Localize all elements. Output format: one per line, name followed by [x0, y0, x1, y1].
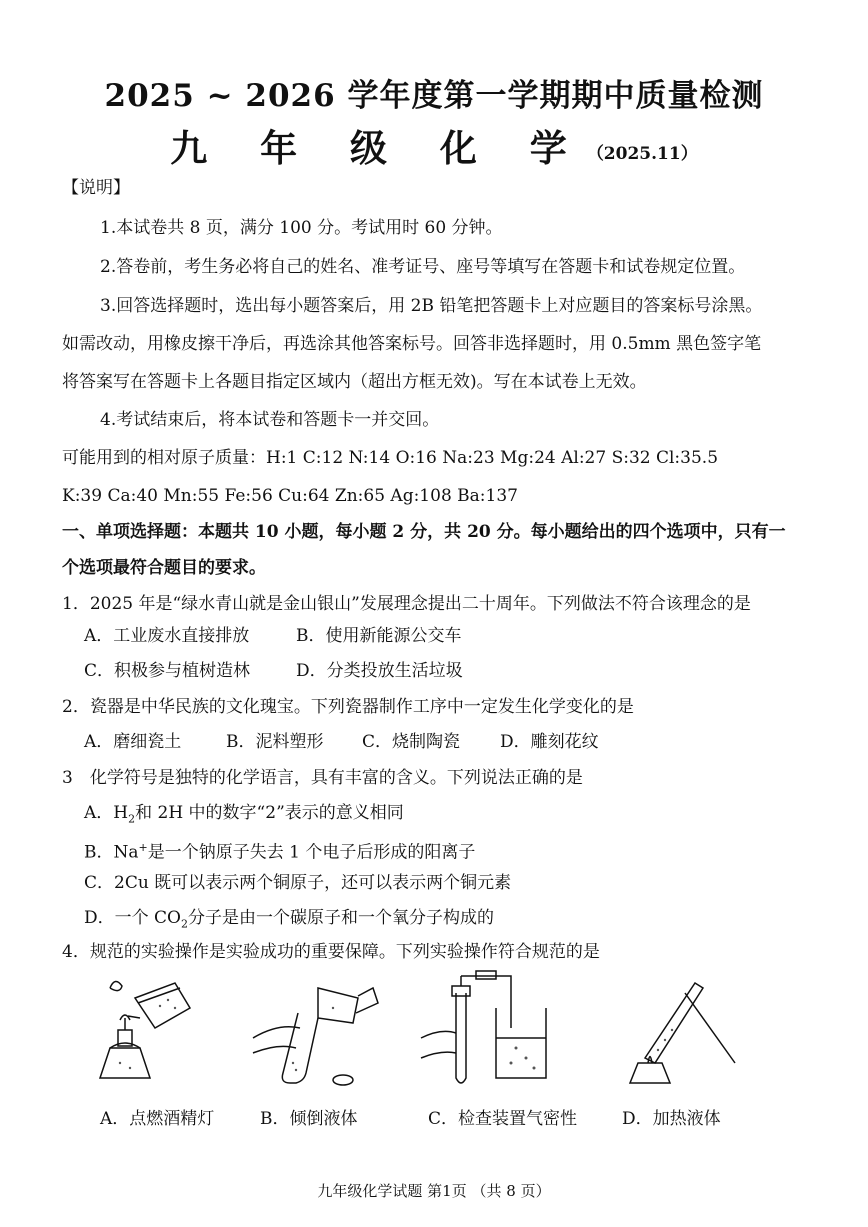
q3-option-a: A．$H_2$和 2H 中的数字“2”表示的意义相同	[84, 803, 404, 826]
instruction-3-line1: 3.回答选择题时，选出每小题答案后，用 2B 铅笔把答题卡上对应题目的答案标号涂黑。	[100, 296, 763, 316]
atomic-masses-line2: K:39 Ca:40 Mn:55 Fe:56 Cu:64 Zn:65 Ag:108 Ba:137	[62, 486, 518, 506]
q1-stem: 1．2025 年是“绿水青山就是金山银山”发展理念提出二十周年。下列做法不符合该理念的是	[62, 594, 751, 614]
q1-option-c: C．积极参与植树造林	[84, 661, 251, 681]
page-footer: 九年级化学试题 第1页 （共 8 页）	[317, 1182, 551, 1200]
q4-figures	[80, 968, 800, 1093]
q1-option-d: D．分类投放生活垃圾	[296, 661, 463, 681]
exam-title: 2025 ~ 2026 学年度第一学期期中质量检测	[104, 78, 764, 114]
q1-option-a: A．工业废水直接排放	[84, 626, 250, 646]
pouring-liquid-figure	[248, 968, 398, 1093]
q4-stem: 4．规范的实验操作是实验成功的重要保障。下列实验操作符合规范的是	[62, 942, 600, 962]
exam-date: （2025.11）	[586, 144, 698, 164]
q3-option-b: B．Na+是一个钠原子失去 1 个电子后形成的阳离子	[84, 841, 476, 863]
q2-option-a: A．磨细瓷土	[84, 732, 182, 752]
subject-title	[0, 118, 868, 172]
alcohol-lamp-figure	[80, 968, 230, 1093]
q4-option-d: D．加热液体	[622, 1109, 721, 1129]
q1-options-row2	[84, 659, 463, 683]
subject-name: 九 年 级 化 学	[170, 126, 587, 170]
instruction-1: 1.本试卷共 8 页，满分 100 分。考试用时 60 分钟。	[100, 218, 503, 238]
instructions-heading: 【说明】	[62, 178, 130, 198]
q4-option-c: C．检查装置气密性	[428, 1109, 578, 1129]
atomic-masses-line1: 可能用到的相对原子质量：H:1 C:12 N:14 O:16 Na:23 Mg:24 Al:27 S:32 Cl:35.5	[62, 448, 719, 468]
q3-stem: 3 化学符号是独特的化学语言，具有丰富的含义。下列说法正确的是	[62, 768, 583, 788]
section1-heading-line2: 个选项最符合题目的要求。	[62, 558, 266, 578]
q4-option-a: A．点燃酒精灯	[100, 1109, 215, 1129]
section1-heading-line1: 一、单项选择题：本题共 10 小题，每小题 2 分，共 20 分。每小题给出的四个选项中，只有一	[62, 522, 786, 542]
airtightness-figure	[416, 968, 566, 1093]
q1-option-b: B．使用新能源公交车	[296, 626, 462, 646]
instruction-4: 4.考试结束后，将本试卷和答题卡一并交回。	[100, 410, 440, 430]
heating-liquid-figure	[600, 968, 750, 1093]
q1-options-row1	[84, 624, 462, 648]
instruction-3-line3: 将答案写在答题卡上各题目指定区域内（超出方框无效)。写在本试卷上无效。	[62, 372, 647, 392]
instruction-3-line2: 如需改动，用橡皮擦干净后，再选涂其他答案标号。回答非选择题时，用 0.5mm 黑色签字笔	[62, 334, 762, 354]
q3-option-d: D．一个 $CO_2$分子是由一个碳原子和一个氧分子构成的	[84, 908, 494, 931]
q2-options	[84, 730, 599, 754]
instruction-2: 2.答卷前，考生务必将自己的姓名、准考证号、座号等填写在答题卡和试卷规定位置。	[100, 257, 746, 277]
q2-option-b: B．泥料塑形	[226, 732, 324, 752]
q3-option-c: C．2Cu 既可以表示两个铜原子，还可以表示两个铜元素	[84, 873, 512, 893]
q2-option-c: C．烧制陶瓷	[362, 732, 461, 752]
q4-option-b: B．倾倒液体	[260, 1109, 358, 1129]
q2-option-d: D．雕刻花纹	[500, 732, 599, 752]
q2-stem: 2．瓷器是中华民族的文化瑰宝。下列瓷器制作工序中一定发生化学变化的是	[62, 697, 634, 717]
